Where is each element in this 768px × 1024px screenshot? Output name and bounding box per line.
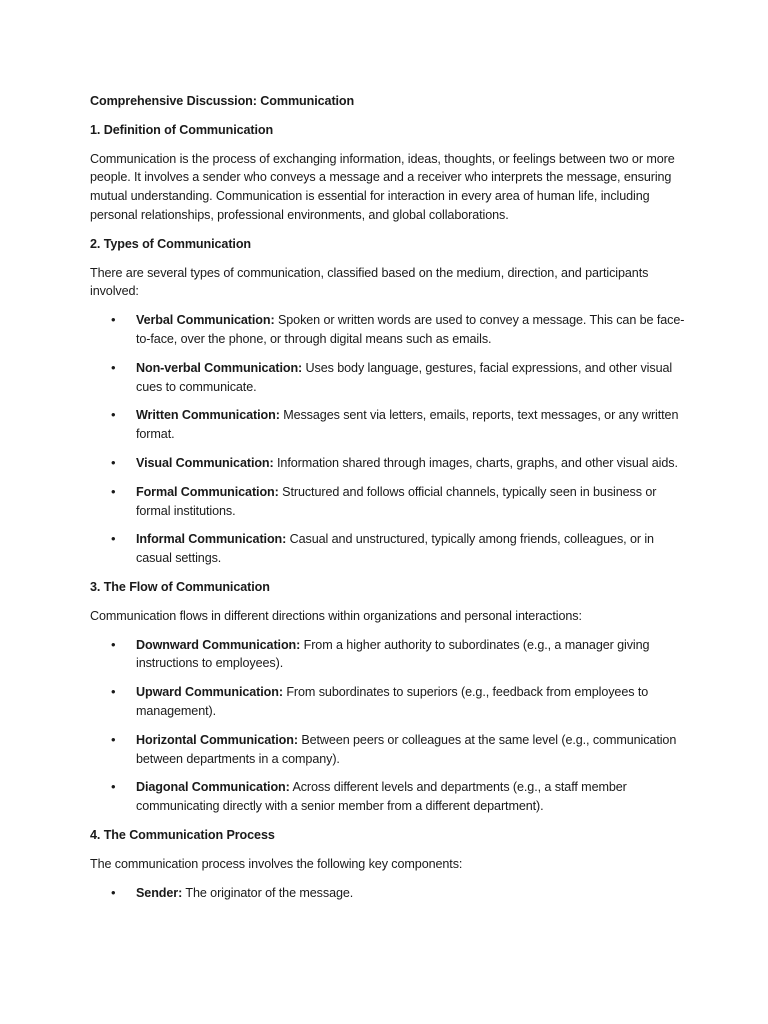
- bullet-icon: •: [111, 884, 116, 900]
- list-item: [90, 778, 690, 816]
- list-item-term: Sender:: [136, 885, 183, 900]
- list-item-text: The originator of the message.: [182, 885, 354, 900]
- list-item-text: Structured and follows official channels, typically seen in business or formal institutions.: [136, 484, 657, 518]
- section-types-paragraph: There are several types of communication, classified based on the medium, direction, and participants involved:: [90, 265, 649, 299]
- list-item-term: Verbal Communication:: [136, 313, 275, 328]
- list-item-term: Formal Communication:: [136, 484, 279, 499]
- bullet-icon: •: [111, 454, 116, 470]
- bullet-icon: •: [111, 684, 116, 700]
- list-item-text: From subordinates to superiors (e.g., feedback from employees to management).: [136, 685, 649, 718]
- section-heading-flow: 3. The Flow of Communication: [90, 579, 270, 594]
- list-item: [90, 636, 690, 674]
- section-definition-paragraph: Communication is the process of exchanging information, ideas, thoughts, or feelings between two or more people. It involves a sender who conveys a message and a receiver who interprets the message, ensuring mutual understanding. Communication is essential for interaction in every area of human life, including personal relationships, professional environments, and global collaborations.: [90, 151, 675, 222]
- flow-list: [90, 636, 690, 816]
- bullet-icon: •: [111, 483, 116, 499]
- section-heading-definition: 1. Definition of Communication: [90, 122, 274, 137]
- list-item-text: Casual and unstructured, typically among friends, colleagues, or in casual settings.: [136, 532, 654, 566]
- list-item-text: From a higher authority to subordinates (e.g., a manager giving instructions to employees).: [136, 637, 650, 671]
- bullet-icon: •: [111, 779, 116, 795]
- list-item-text: Between peers or colleagues at the same level (e.g., communication between departments in a company).: [136, 732, 677, 766]
- types-list: [90, 311, 690, 568]
- bullet-icon: •: [111, 531, 116, 547]
- bullet-icon: •: [111, 636, 116, 652]
- section-heading-process: 4. The Communication Process: [90, 827, 275, 842]
- list-item: [90, 454, 690, 473]
- list-item: [90, 884, 690, 903]
- list-item-term: Horizontal Communication:: [136, 732, 298, 747]
- list-item-text: Uses body language, gestures, facial expressions, and other visual cues to communicate.: [136, 360, 673, 394]
- list-item-term: Written Communication:: [136, 408, 280, 423]
- list-item-text: Messages sent via letters, emails, reports, text messages, or any written format.: [136, 408, 679, 442]
- list-item-text: Spoken or written words are used to convey a message. This can be face-to-face, over the phone, or through digital means such as emails.: [136, 313, 685, 346]
- list-item-term: Non-verbal Communication:: [136, 360, 303, 375]
- section-flow-paragraph: Communication flows in different directions within organizations and personal interactions:: [90, 608, 582, 623]
- list-item: [90, 406, 690, 444]
- list-item-term: Upward Communication:: [136, 685, 283, 700]
- section-process-paragraph: The communication process involves the following key components:: [90, 856, 463, 871]
- list-item: [90, 359, 690, 397]
- bullet-icon: •: [111, 312, 116, 328]
- list-item-text: Information shared through images, charts, graphs, and other visual aids.: [273, 455, 678, 470]
- process-list: [90, 884, 690, 903]
- bullet-icon: •: [111, 359, 116, 375]
- list-item: [90, 483, 690, 521]
- bullet-icon: •: [111, 731, 116, 747]
- list-item-term: Visual Communication:: [136, 455, 274, 470]
- list-item: [90, 683, 690, 721]
- section-heading-types: 2. Types of Communication: [90, 236, 252, 251]
- list-item-term: Downward Communication:: [136, 637, 301, 652]
- list-item: [90, 731, 690, 769]
- list-item: [90, 530, 690, 568]
- list-item-term: Informal Communication:: [136, 532, 287, 547]
- bullet-icon: •: [111, 407, 116, 423]
- document-title: Comprehensive Discussion: Communication: [90, 94, 355, 108]
- list-item: [90, 311, 690, 349]
- list-item-term: Diagonal Communication:: [136, 780, 290, 795]
- document-page: [90, 92, 690, 912]
- list-item-text: Across different levels and departments (e.g., a staff member communicating directly with a senior member from a different department).: [136, 780, 627, 814]
